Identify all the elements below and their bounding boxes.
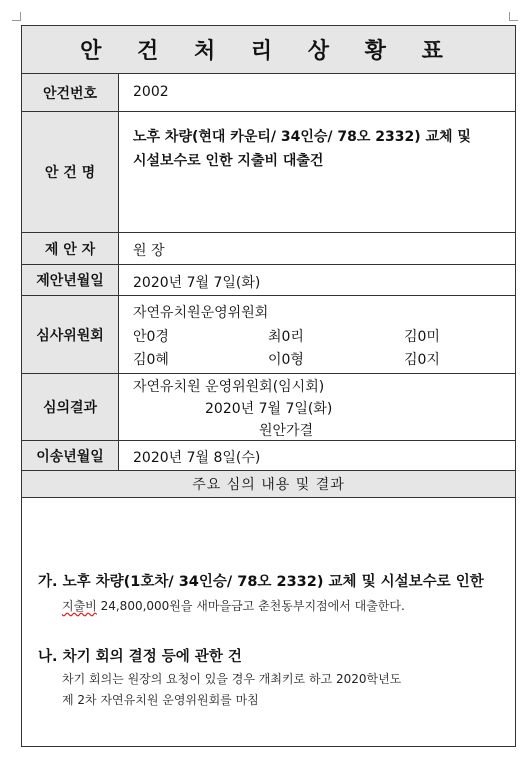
committee-member: 김0혜 bbox=[133, 352, 169, 368]
agenda-name-line-2: 시설보수로 인한 지출비 대출건 bbox=[133, 153, 324, 169]
deliberation-details bbox=[22, 498, 515, 746]
committee-member: 김0미 bbox=[404, 329, 440, 345]
agenda-name-line-1: 노후 차량(현대 카운티/ 34인승/ 78오 2332) 교체 및 bbox=[133, 129, 471, 145]
item-a-first-word: 지출비 bbox=[62, 599, 97, 613]
agenda-name-row bbox=[22, 112, 515, 233]
item-a-heading: 가. 노후 차량(1호차/ 34인승/ 78오 2332) 교체 및 시설보수로 인한 bbox=[38, 574, 484, 590]
proposer-row bbox=[22, 233, 515, 265]
committee-member: 안0경 bbox=[133, 329, 169, 345]
agenda-number-row bbox=[22, 74, 515, 112]
committee-row bbox=[22, 296, 515, 374]
committee-member: 최0리 bbox=[268, 329, 304, 345]
item-a-rest: 24,800,000원을 새마을금고 춘천동부지점에서 대출한다. bbox=[96, 599, 405, 613]
transfer-date-value: 2020년 7월 8일(수) bbox=[133, 450, 261, 466]
result-line-3: 원안가결 bbox=[259, 423, 314, 439]
proposal-date-row bbox=[22, 265, 515, 296]
result-line-2: 2020년 7월 7일(화) bbox=[205, 401, 333, 417]
result-line-1: 자연유치원 운영위원회(임시회) bbox=[133, 379, 325, 395]
transfer-date-row bbox=[22, 441, 515, 471]
item-b-line-2: 제 2차 자연유치원 운영위원회를 마침 bbox=[62, 693, 259, 707]
page-corner-mark-right bbox=[509, 12, 518, 21]
committee-name: 자연유치원운영위원회 bbox=[133, 305, 269, 321]
agenda-name-label: 안 건 명 bbox=[22, 112, 119, 232]
proposer-label: 제 안 자 bbox=[22, 233, 119, 264]
transfer-date-label: 이송년월일 bbox=[22, 441, 119, 470]
agenda-number-label: 안건번호 bbox=[22, 74, 119, 111]
committee-member: 이0형 bbox=[268, 352, 304, 368]
proposer-value: 원 장 bbox=[133, 243, 165, 259]
deliberation-result-label: 심의결과 bbox=[22, 374, 119, 440]
item-b-heading: 나. 차기 회의 결정 등에 관한 건 bbox=[38, 649, 242, 665]
committee-label: 심사위원회 bbox=[22, 296, 119, 373]
document-title: 안 건 처 리 상 황 표 bbox=[22, 26, 515, 74]
agenda-number-value: 2002 bbox=[133, 84, 169, 100]
item-a-text bbox=[62, 597, 405, 614]
page-corner-mark-left bbox=[12, 12, 21, 21]
agenda-status-table bbox=[21, 25, 516, 747]
item-b-line-1: 차기 회의는 원장의 요청이 있을 경우 개최키로 하고 2020학년도 bbox=[62, 672, 402, 686]
committee-member: 김0지 bbox=[404, 352, 440, 368]
proposal-date-label: 제안년월일 bbox=[22, 265, 119, 295]
deliberation-result-row bbox=[22, 374, 515, 441]
section-header: 주요 심의 내용 및 결과 bbox=[22, 471, 515, 498]
proposal-date-value: 2020년 7월 7일(화) bbox=[133, 275, 261, 291]
